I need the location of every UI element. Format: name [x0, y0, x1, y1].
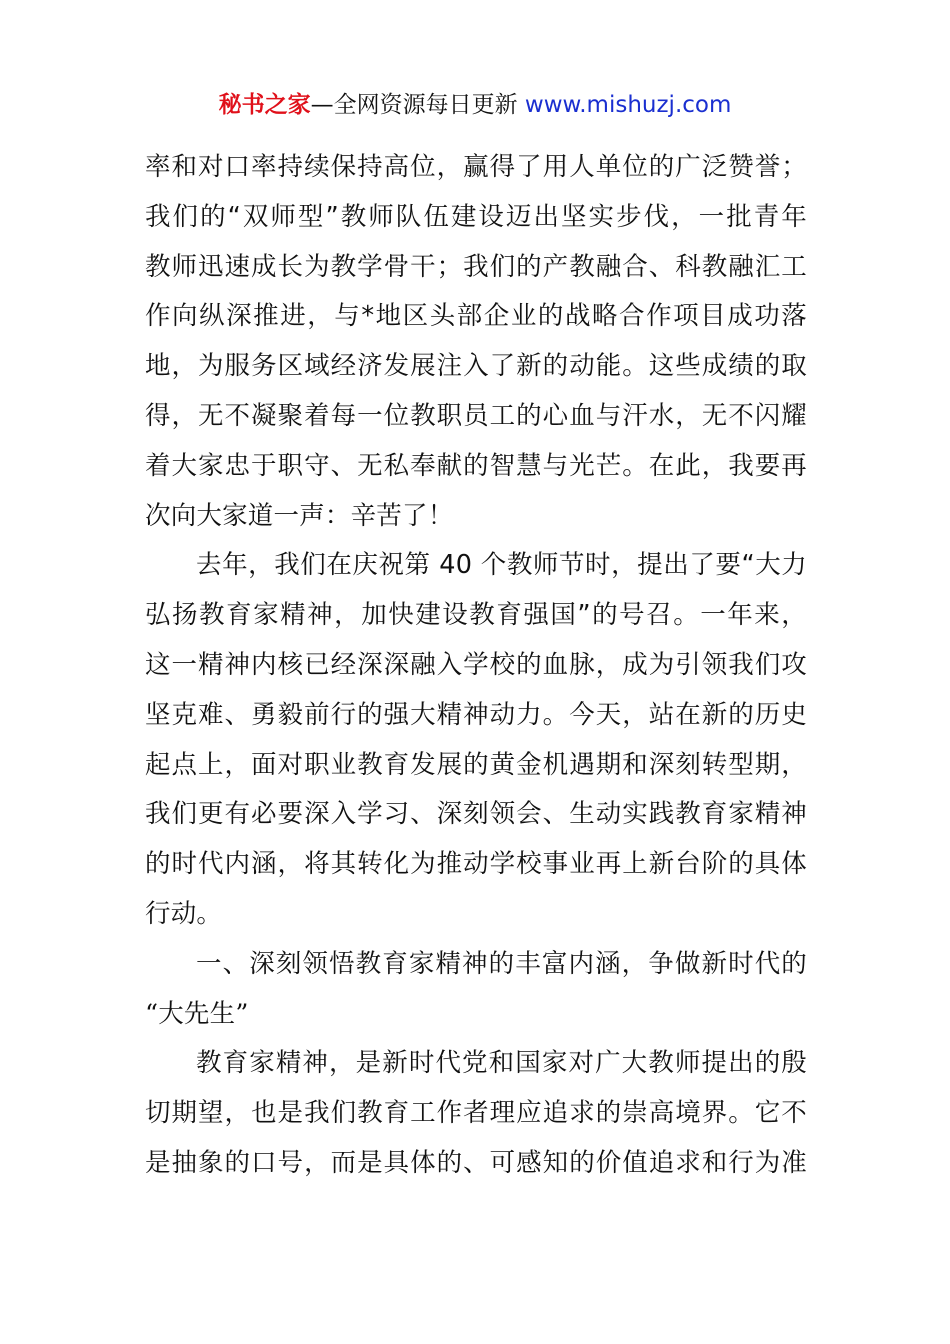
- text-line: 得，无不凝聚着每一位教职员工的心血与汗水，无不闪耀: [145, 400, 807, 431]
- text-line: 坚克难、勇毅前行的强大精神动力。今天，站在新的历史: [145, 699, 807, 730]
- text-line: 切期望，也是我们教育工作者理应追求的崇高境界。它不: [145, 1098, 807, 1129]
- text-line: 着大家忠于职守、无私奉献的智慧与光芒。在此，我要再: [145, 450, 807, 481]
- text-line: 作向纵深推进，与*地区头部企业的战略合作项目成功落: [145, 301, 807, 332]
- text-line: 起点上，面对职业教育发展的黄金机遇期和深刻转型期，: [145, 749, 807, 780]
- text-line: 是抽象的口号，而是具体的、可感知的价值追求和行为准: [145, 1147, 807, 1178]
- site-url-link[interactable]: www.mishuzj.com: [524, 92, 732, 118]
- text-line: 教师迅速成长为教学骨干；我们的产教融合、科教融汇工: [145, 251, 807, 282]
- text-line: 弘扬教育家精神，加快建设教育强国”的号召。一年来，: [145, 600, 807, 631]
- text-line: 去年，我们在庆祝第 40 个教师节时，提出了要“大力: [196, 550, 807, 581]
- text-line: 教育家精神，是新时代党和国家对广大教师提出的殷: [196, 1048, 807, 1079]
- text-line: 次向大家道一声：辛苦了！: [145, 500, 454, 531]
- text-line: 这一精神内核已经深深融入学校的血脉，成为引领我们攻: [145, 649, 807, 680]
- document-body: [145, 143, 807, 1189]
- section-heading: 一、深刻领悟教育家精神的丰富内涵，争做新时代的: [196, 948, 807, 979]
- site-header: [0, 88, 950, 122]
- text-line: 我们的“双师型”教师队伍建设迈出坚实步伐，一批青年: [145, 201, 807, 232]
- text-line: 率和对口率持续保持高位，赢得了用人单位的广泛赞誉；: [145, 152, 807, 182]
- text-line: 我们更有必要深入学习、深刻领会、生动实践教育家精神: [145, 799, 807, 830]
- text-line: 行动。: [145, 898, 223, 929]
- section-heading-continued: “大先生”: [145, 998, 249, 1029]
- site-brand: 秘书之家: [218, 92, 311, 118]
- text-line: 的时代内涵，将其转化为推动学校事业再上新台阶的具体: [145, 849, 807, 880]
- text-line: 地，为服务区域经济发展注入了新的动能。这些成绩的取: [145, 351, 807, 382]
- site-tagline: —全网资源每日更新: [310, 92, 525, 118]
